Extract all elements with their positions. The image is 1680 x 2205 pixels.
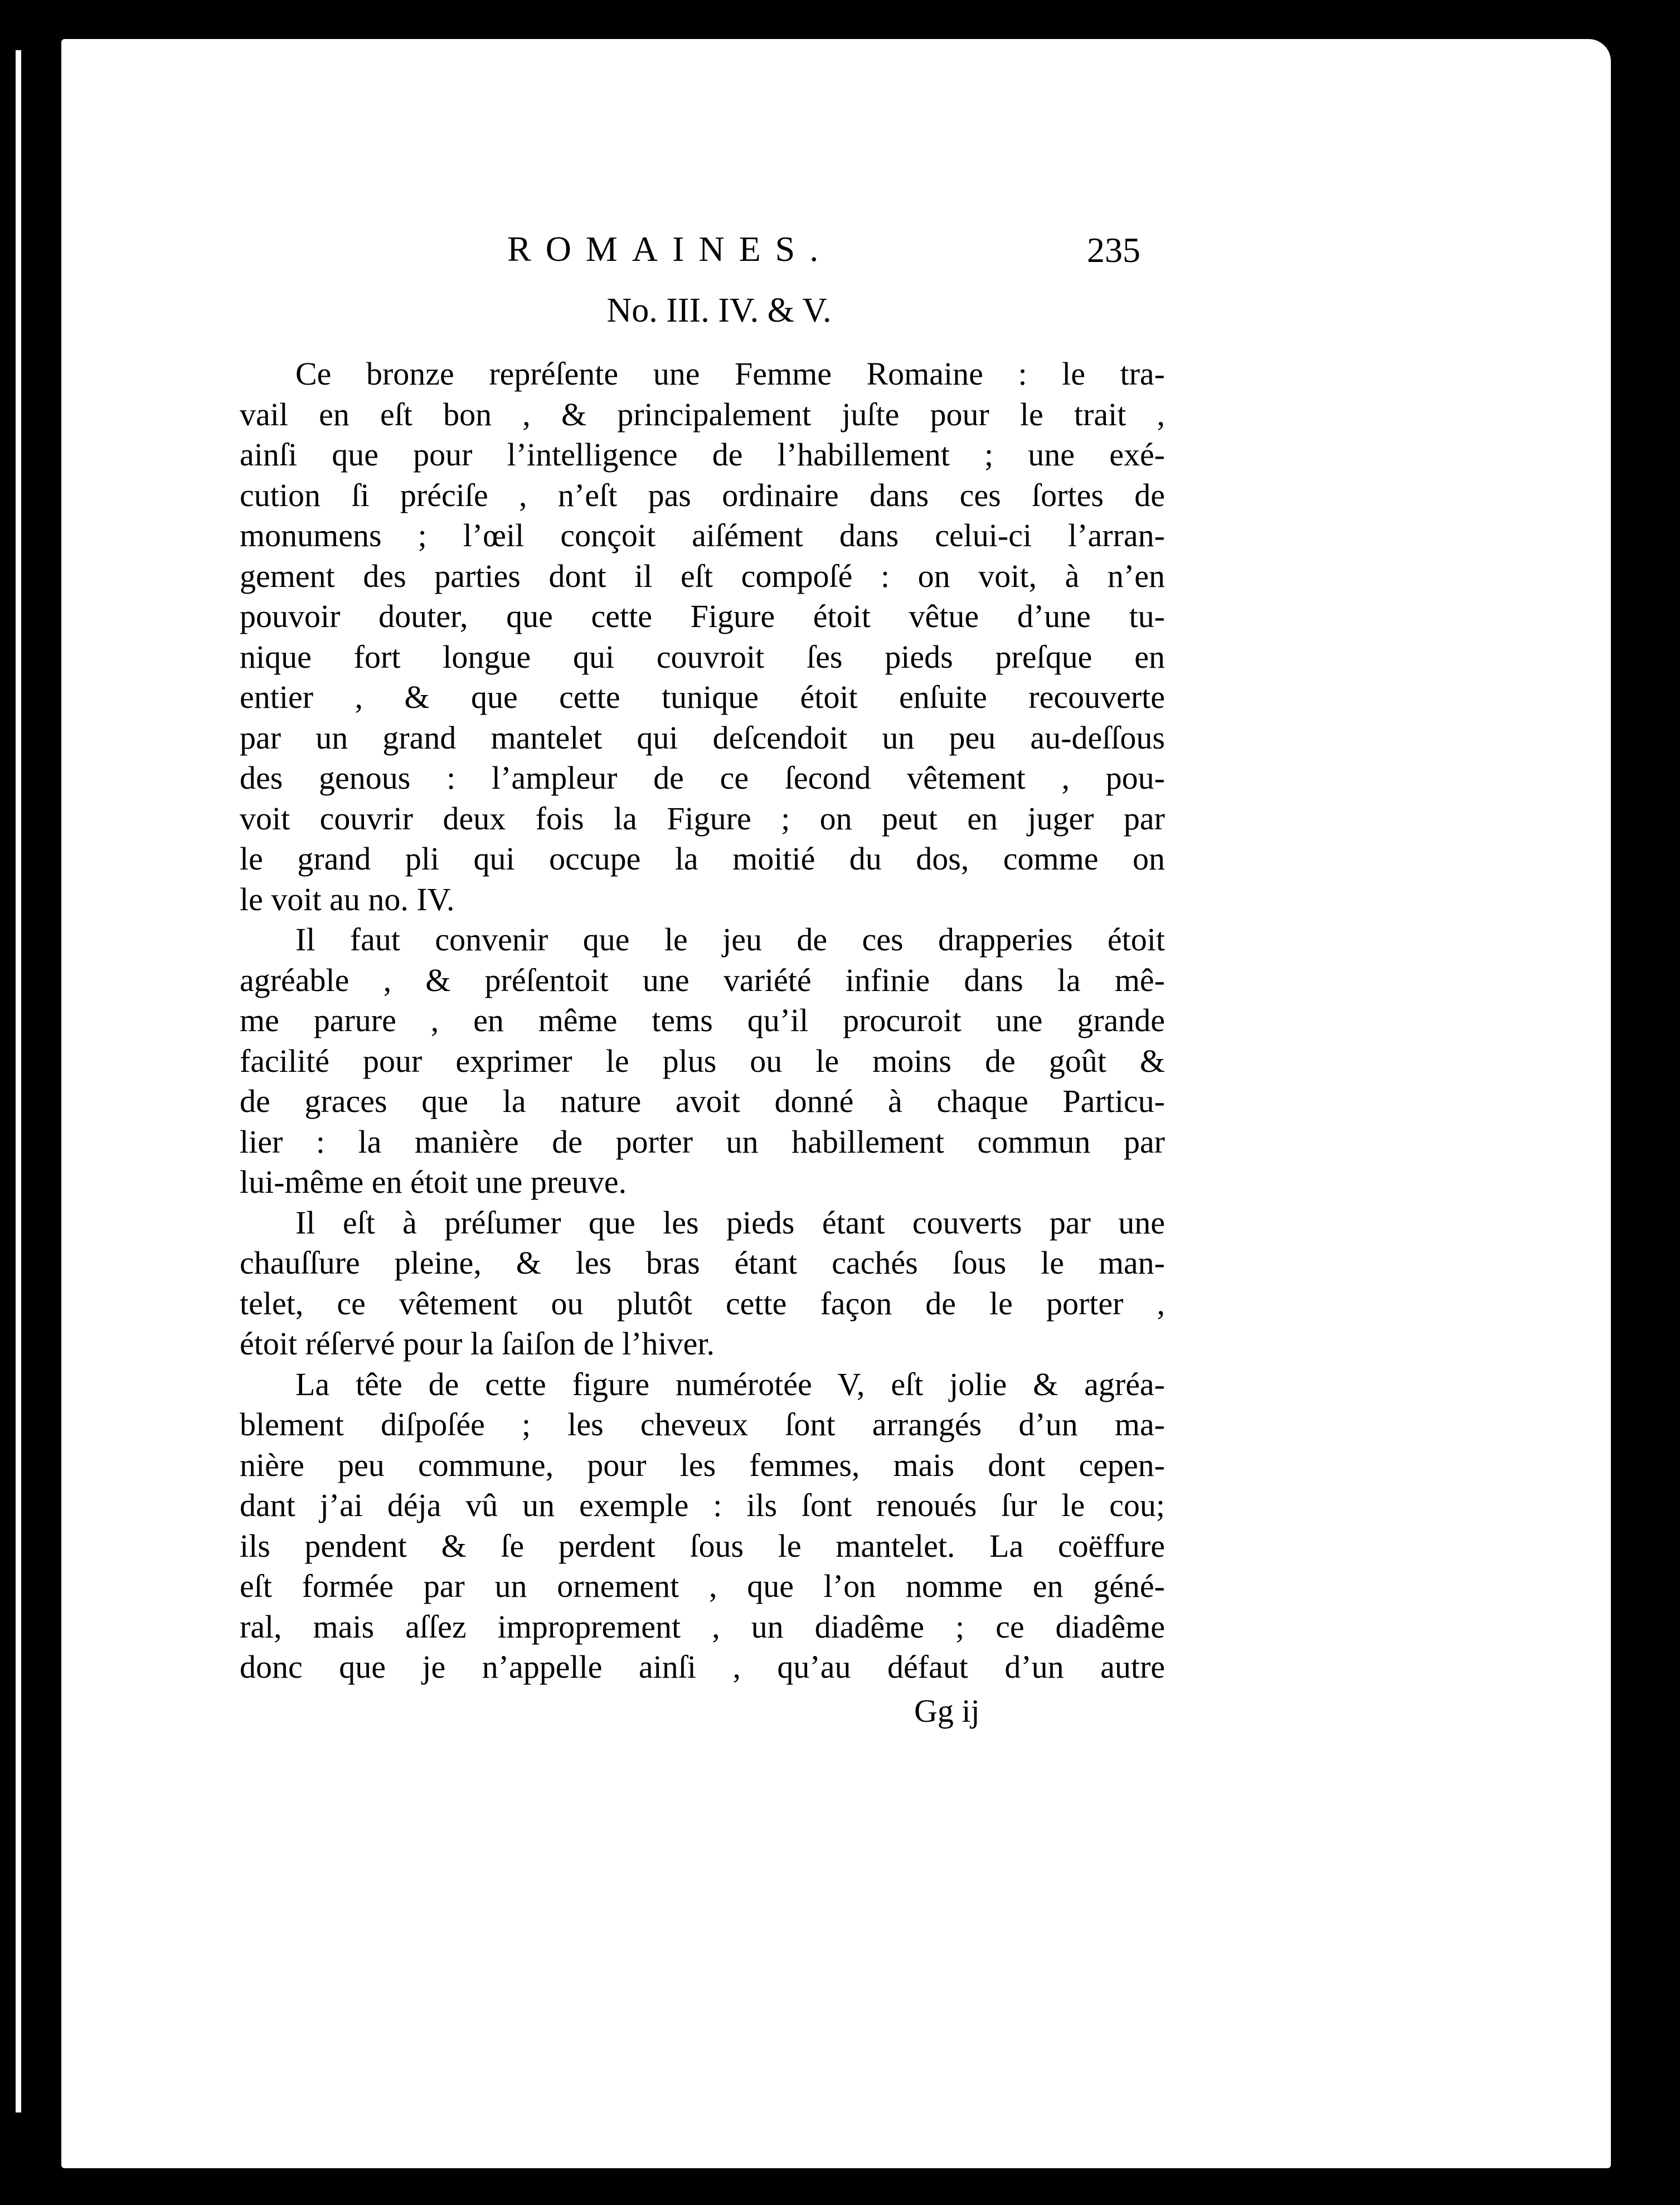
text-line: ral, mais aſſez improprement , un diadême ; ce diadême [240,1608,1165,1645]
text-line: lui-même en étoit une preuve. [240,1164,627,1200]
text-line: nique fort longue qui couvroit ſes pieds preſque en [240,638,1165,675]
body-text [240,354,1165,1688]
text-line: le grand pli qui occupe la moitié du dos, comme on [240,841,1165,877]
page-number: 235 [1087,230,1140,270]
page-edge-line [16,50,21,2112]
text-line: ils pendent & ſe perdent ſous le mantelet. La coëffure [240,1527,1165,1564]
text-line: Ce bronze repréſente une Femme Romaine : le tra- [295,356,1165,392]
text-line: blement diſpoſée ; les cheveux ſont arrangés d’un ma- [240,1406,1165,1443]
text-line: des genous : l’ampleur de ce ſecond vêtement , pou- [240,760,1165,796]
text-line: facilité pour exprimer le plus ou le moins de goût & [240,1042,1165,1079]
text-line: dant j’ai déja vû un exemple : ils ſont renoués ſur le cou; [240,1487,1165,1523]
running-head [240,195,1165,284]
text-line: eſt formée par un ornement , que l’on nomme en géné- [240,1568,1165,1604]
text-line: entier , & que cette tunique étoit enſuite recouverte [240,679,1165,715]
text-line: gement des parties dont il eſt compoſé : on voit, à n’en [240,557,1165,594]
signature-mark: Gg ij [914,1692,980,1729]
text-block [240,195,1165,1730]
text-line: nière peu commune, pour les femmes, mais dont cepen- [240,1446,1165,1483]
text-line: le voit au no. IV. [240,881,455,917]
page-sheet [61,39,1611,2168]
text-line: La tête de cette figure numérotée V, eſt jolie & agréa- [295,1366,1165,1402]
text-line: pouvoir douter, que cette Figure étoit vêtue d’une tu- [240,598,1165,634]
text-line: cution ſi préciſe , n’eſt pas ordinaire dans ces ſortes de [240,477,1165,513]
section-heading: No. III. IV. & V. [606,292,832,329]
text-line: telet, ce vêtement ou plutôt cette façon de le porter , [240,1285,1165,1322]
text-line: de graces que la nature avoit donné à chaque Particu- [240,1083,1165,1119]
paragraph-4 [240,1364,1165,1688]
text-line: voit couvrir deux fois la Figure ; on peut en juger par [240,800,1165,837]
text-line: lier : la manière de porter un habillement commun par [240,1123,1165,1160]
text-line: donc que je n’appelle ainſi , qu’au défaut d’un autre [240,1649,1165,1685]
running-head-title: ROMAINES. [507,229,833,269]
text-line: chauſſure pleine, & les bras étant cachés ſous le man- [240,1245,1165,1281]
paragraph-1 [240,354,1165,920]
text-line: monumens ; l’œil conçoit aiſément dans celui-ci l’arran- [240,517,1165,553]
text-line: agréable , & préſentoit une variété infinie dans la mê- [240,961,1165,998]
paragraph-2 [240,920,1165,1203]
text-line: vail en eſt bon , & principalement juſte pour le trait , [240,396,1165,433]
text-line: étoit réſervé pour la ſaiſon de l’hiver. [240,1325,715,1362]
text-line: Il eſt à préſumer que les pieds étant couverts par une [295,1204,1165,1241]
text-line: Il faut convenir que le jeu de ces drapperies étoit [295,921,1165,958]
paragraph-3 [240,1203,1165,1364]
text-line: ainſi que pour l’intelligence de l’habillement ; une exé- [240,436,1165,473]
text-line: me parure , en même tems qu’il procuroit une grande [240,1002,1165,1038]
text-line: par un grand mantelet qui deſcendoit un peu au-deſſous [240,719,1165,756]
